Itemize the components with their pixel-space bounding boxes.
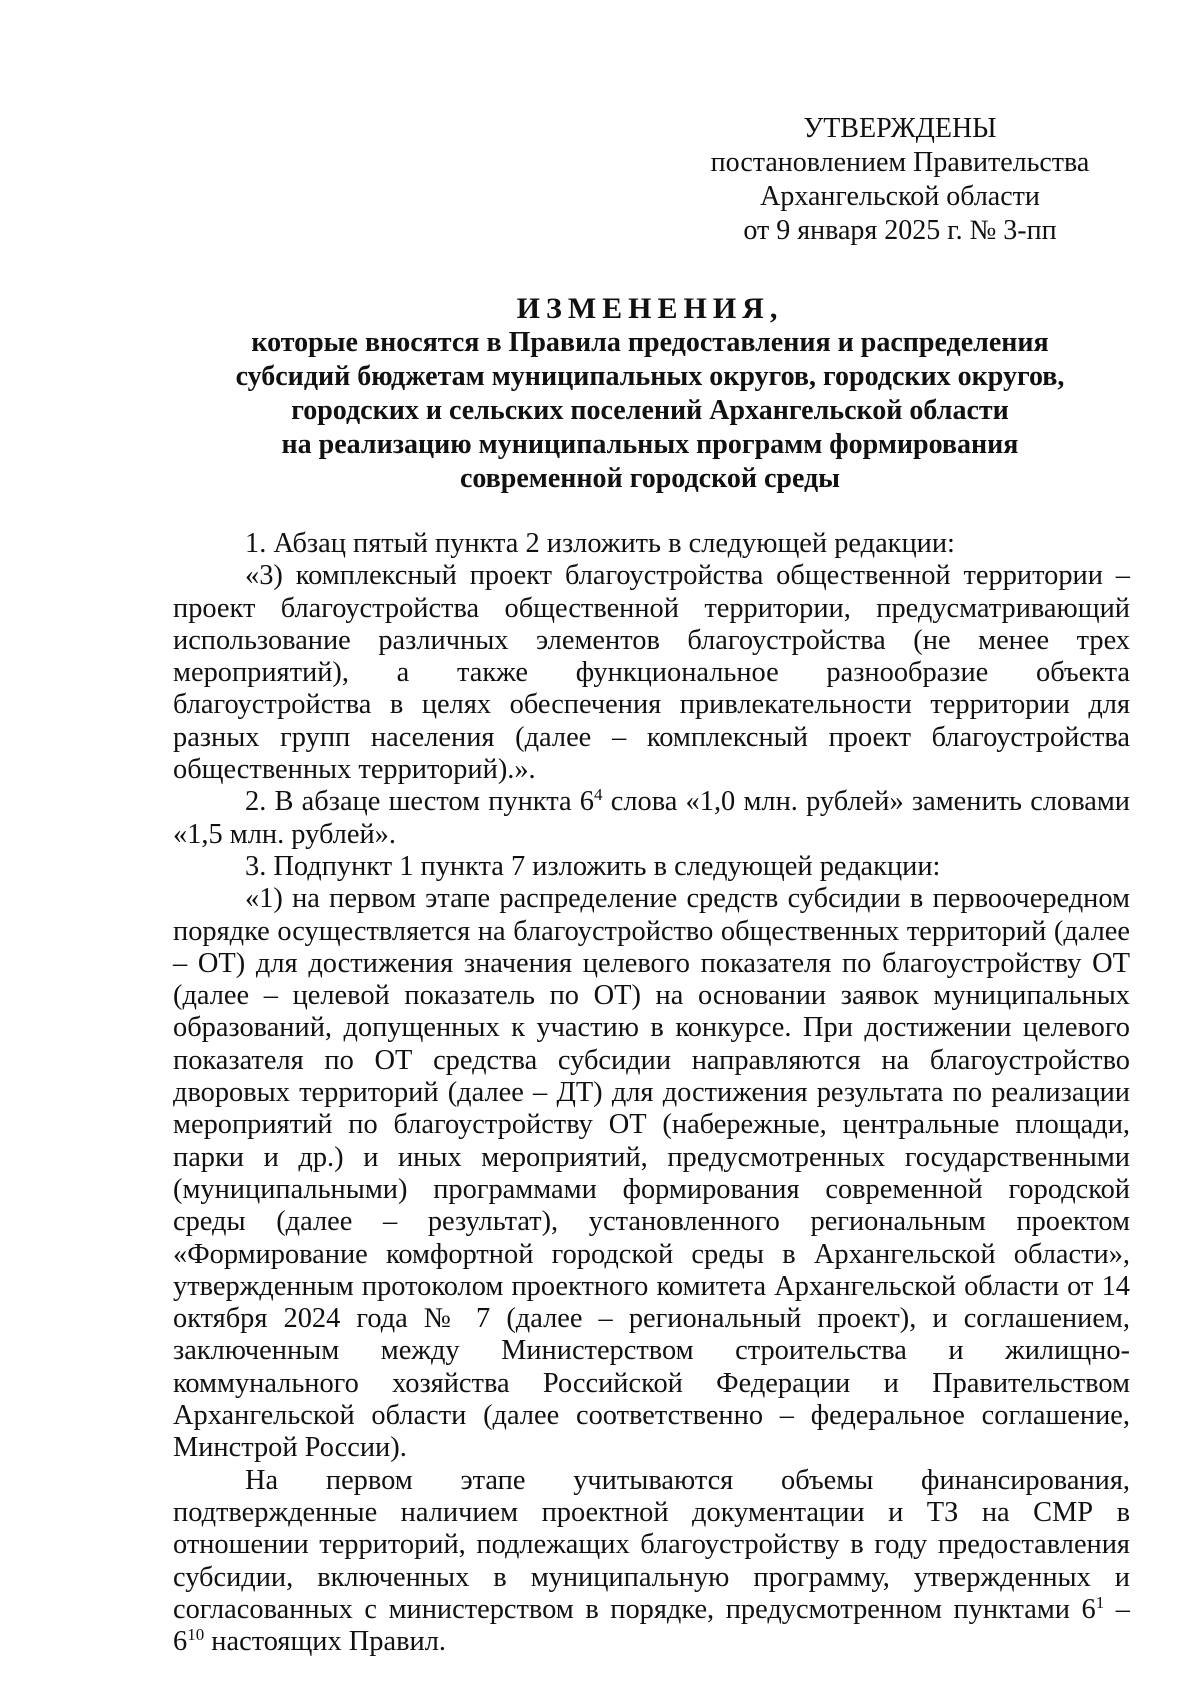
paragraph-text: настоящих Правил. — [204, 1626, 446, 1658]
superscript-index: 10 — [187, 1625, 205, 1645]
approval-heading: УТВЕРЖДЕНЫ — [803, 113, 997, 144]
approval-region: Архангельской области — [760, 181, 1040, 212]
paragraph-text: слова «1,0 млн. рублей» заменить словами «1,5 млн. рублей». — [173, 786, 1130, 850]
paragraph-item-3: 3. Подпункт 1 пункта 7 изложить в следующей редакции: — [245, 850, 941, 882]
approval-stamp-block — [700, 112, 1100, 248]
approval-by-resolution: постановлением Правительства — [710, 147, 1090, 178]
document-subtitle-line: на реализацию муниципальных программ формирования — [281, 429, 1019, 460]
superscript-index: 1 — [1095, 1592, 1105, 1612]
paragraph-first-stage — [173, 1465, 1130, 1659]
document-body — [173, 528, 1130, 1658]
document-subtitle-line: городских и сельских поселений Архангельской области — [291, 395, 1009, 426]
paragraph-text: 2. В абзаце шестом пункта 6 — [245, 786, 594, 818]
paragraph-item-2 — [173, 786, 1130, 851]
document-subtitle-line: субсидий бюджетам муниципальных округов, городских округов, — [235, 361, 1065, 392]
paragraph-item-1: 1. Абзац пятый пункта 2 изложить в следующей редакции: — [245, 528, 955, 559]
paragraph-text: – 6 — [173, 1593, 1130, 1658]
document-title-block — [170, 292, 1130, 496]
document-title: ИЗМЕНЕНИЯ, — [516, 292, 784, 325]
paragraph-quoted-definition: «3) комплексный проект благоустройства общественной территории – проект благоустройства общественной территории, предусматривающий использование различных элементов благоустройства (не менее трех мероприятий), а также функциональное разнообразие объекта благоустройства в целях обеспечения привлекательности территории для разных групп населения (далее – комплексный проект благоустройства общественных территорий).». — [173, 560, 1130, 786]
approval-date-number: от 9 января 2025 г. № 3-пп — [743, 215, 1057, 246]
paragraph-quoted-subitem-1: «1) на первом этапе распределение средств субсидии в первоочередном порядке осуществляется на благоустройство общественных территорий (далее – ОТ) для достижения значения целевого показателя по благоустройству ОТ (далее – целевой показатель по ОТ) на основании заявок муниципальных образований, допущенных к участию в конкурсе. При достижении целевого показателя по ОТ средства субсидии направляются на благоустройство дворовых территорий (далее – ДТ) для достижения результата по реализации мероприятий по благоустройству ОТ (набережные, центральные площади, парки и др.) и иных мероприятий, предусмотренных государственными (муниципальными) программами формирования современной городской среды (далее – результат), установленного региональным проектом «Формирование комфортной городской среды в Архангельской области», утвержденным протоколом проектного комитета Архангельской области от 14 октября 2024 года № 7 (далее – региональный проект), и соглашением, заключенным между Министерством строительства и жилищно-коммунального хозяйства Российской Федерации и Правительством Архангельской области (далее соответственно – федеральное соглашение, Минстрой России). — [173, 883, 1130, 1464]
superscript-index: 4 — [594, 785, 603, 805]
document-subtitle-line: которые вносятся в Правила предоставления и распределения — [251, 327, 1049, 358]
document-subtitle-line: современной городской среды — [459, 463, 841, 494]
paragraph-text: На первом этапе учитываются объемы финансирования, подтвержденные наличием проектной документации и ТЗ на СМР в отношении территорий, подлежащих благоустройству в году предоставления субсидии, включенных в муниципальную программу, утвержденных и согласованных с министерством в порядке, предусмотренном пунктами 6 — [173, 1464, 1130, 1625]
